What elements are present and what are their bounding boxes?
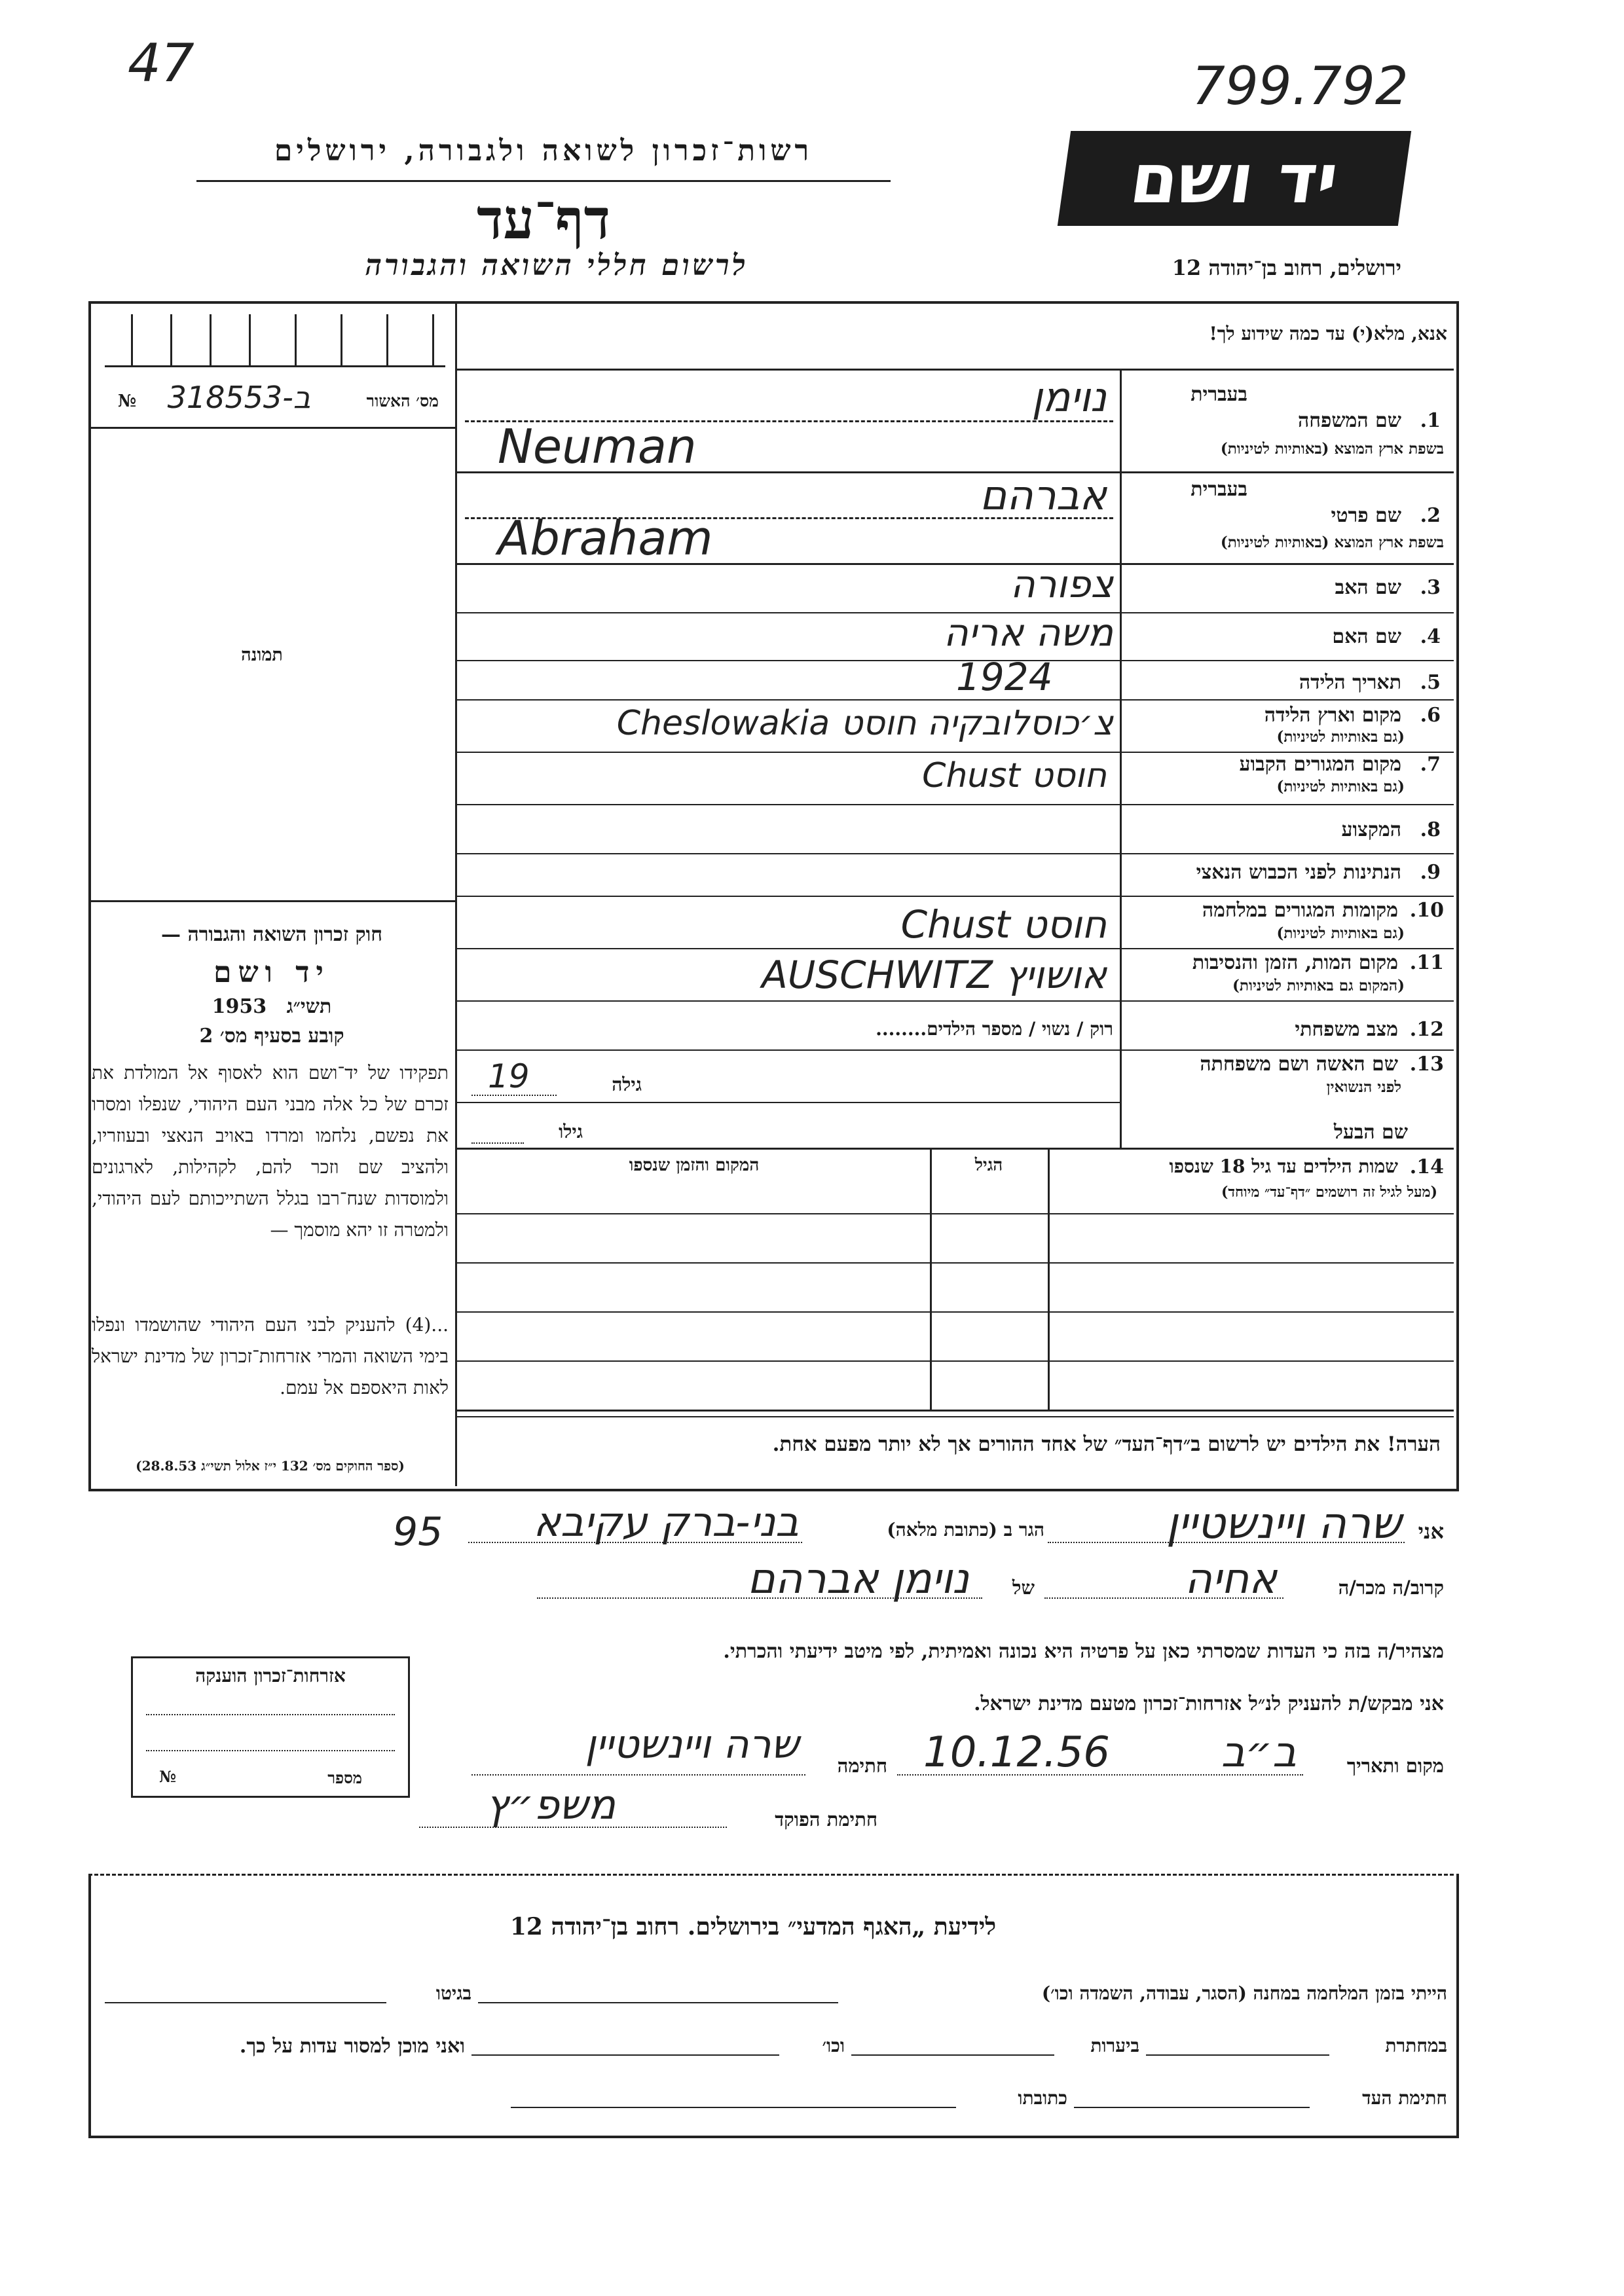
officer-label: חתימת הפוקד: [775, 1808, 877, 1831]
statement: מצהיר/ה בזה כי העדות שמסרתי כאן על פרטיה היא נכונה ואמיתית, לפי מיטב ידיעתי והכרתי.: [723, 1640, 1444, 1663]
field10-num: 10.: [1409, 899, 1444, 922]
children-col-age: הגיל: [974, 1156, 1003, 1175]
address-line: [468, 1542, 802, 1543]
law-name: [98, 956, 445, 989]
header-address: ירושלים, רחוב בן־יהודה 12: [1172, 255, 1401, 280]
address-value: בני-ברק עקיבא: [533, 1498, 799, 1546]
law-name-text: יד ושם: [213, 956, 330, 989]
field11-sub: (המקום גם באותיות לטיניות): [1232, 977, 1405, 994]
citizenship-box-title: אזרחות־זכרון הוענקה: [195, 1665, 346, 1686]
field1-value-lat: Neuman: [498, 419, 697, 474]
house-number: 95: [393, 1509, 443, 1555]
field8-label: המקצוע: [1341, 818, 1401, 841]
remark: הערה! את הילדים יש לרשום ב״דף־העד״ של אחד ההורים אך לא יותר מפעם אחת.: [772, 1432, 1441, 1456]
tick-boxes: [105, 314, 445, 367]
relation-line: [1044, 1597, 1283, 1599]
page-number-mark: 47: [128, 33, 194, 94]
field2-label: שם פרטי: [1331, 504, 1401, 527]
field10-divider: [455, 948, 1454, 949]
field9-label: הנתינות לפני הכבוש הנאצי: [1196, 861, 1401, 884]
footer-line1-a: הייתי בזמן המלחמה במחנה (הסגר, עבודה, השמדה וכו׳): [1041, 1982, 1447, 2004]
field6-sub: (גם באותיות לטיניות): [1276, 728, 1405, 746]
field1-label: שם המשפחה: [1297, 409, 1401, 432]
of-line: [537, 1597, 982, 1599]
field9-num: 9.: [1420, 861, 1441, 884]
footer-line1-blank: [478, 2002, 838, 2003]
logo-text: יד ושם: [1125, 139, 1343, 219]
children-bottom: [455, 1410, 1454, 1412]
husband-label: שם הבעל: [1333, 1121, 1408, 1144]
husband-divider: [455, 1148, 1454, 1150]
authority-underline: [196, 180, 891, 182]
footer-line3-blank2: [511, 2107, 956, 2108]
footer-line3-a: חתימת העד: [1362, 2087, 1447, 2109]
officer-signature: משפ״ץ: [485, 1781, 616, 1829]
cert-divider: [88, 427, 455, 429]
field11-divider: [455, 1000, 1454, 1002]
field6-num: 6.: [1420, 704, 1441, 727]
of-name: נוימן אברהם: [747, 1555, 969, 1603]
field4-divider: [455, 660, 1454, 661]
photo-label: תמונה: [241, 645, 283, 665]
please-divider: [455, 369, 1454, 371]
children-header-line: [455, 1213, 1454, 1214]
place-date-label: מקום ותאריך: [1346, 1755, 1444, 1777]
children-col-divider-1: [930, 1148, 932, 1410]
field1-in-hebrew: בעברית: [1190, 383, 1247, 406]
field7-divider: [455, 804, 1454, 805]
field1-sub: בשפת ארץ המוצא (באותיות לטיניות): [1220, 440, 1444, 458]
remark-line: [455, 1416, 1454, 1417]
field3-label: שם האב: [1335, 576, 1401, 599]
footer-line2-c: וכו׳: [822, 2035, 845, 2056]
signature-label: חתימה: [837, 1755, 887, 1777]
field10-value: חוסט Chust: [900, 902, 1107, 947]
footer-line2-b: ביערות: [1090, 2035, 1139, 2056]
field4-label: שם האם: [1332, 625, 1401, 648]
field10-label: מקומות המגורים במלחמה: [1202, 899, 1398, 922]
declaration-ani: אני: [1418, 1519, 1444, 1544]
field5-num: 5.: [1420, 671, 1441, 694]
children-row-3: [455, 1360, 1454, 1362]
field9-divider: [455, 896, 1454, 897]
law-ref: (ספר החוקים מס׳ 132 י״ז אלול תשי״ג 28.8.53): [136, 1458, 405, 1474]
age-value: 19: [488, 1057, 530, 1095]
children-row-1: [455, 1262, 1454, 1264]
cert-number: ב-318553: [167, 380, 311, 415]
footer-line3-b: כתובתו: [1018, 2087, 1067, 2109]
field3-num: 3.: [1420, 576, 1441, 599]
field10-sub: (גם באותיות לטיניות): [1276, 924, 1405, 942]
cert-no-sign: №: [118, 392, 137, 411]
children-num: 14.: [1409, 1156, 1444, 1178]
field8-num: 8.: [1420, 818, 1441, 841]
footer-line2-blank1: [1146, 2054, 1329, 2056]
authority-line: רשות־זכרון לשואה ולגבורה, ירושלים: [274, 134, 813, 168]
field13-num: 13.: [1409, 1053, 1444, 1076]
field12-value: רוק / נשוי / מספר הילדים........: [876, 1018, 1113, 1040]
form-subtitle: לרשום חללי השואה והגבורה: [365, 249, 748, 282]
signature-line: [471, 1774, 805, 1776]
field12-divider: [455, 1049, 1454, 1051]
field11-label: מקום המות, הזמן והנסיבות: [1192, 951, 1398, 974]
relation-label: קרוב/ה מכר/ה: [1338, 1576, 1444, 1599]
residing-label: הגר ב (כתובת מלאה): [887, 1519, 1044, 1540]
field13-sub: לפני הנשואין: [1326, 1078, 1401, 1096]
law-text-2: ...(4) להעניק לבני העם היהודי שהושמדו ונפלו בימי השואה והמרי אזרחות־זכרון של מדינת ישראל לאות היאספם אל עמם.: [92, 1314, 449, 1398]
field6-label: מקום וארץ הלידה: [1264, 704, 1401, 727]
declarant-line: [1048, 1542, 1405, 1543]
field7-label: מקום המגורים הקבוע: [1239, 753, 1401, 776]
of-label: של: [1012, 1576, 1035, 1599]
children-note: (מעל לגיל זה רושמים ״דף־עד״ מיוחד): [1221, 1184, 1437, 1201]
field12-num: 12.: [1409, 1018, 1444, 1041]
children-col-place: המקום והזמן שנספו: [629, 1156, 760, 1175]
form-title: דף־עד: [476, 187, 610, 251]
field11-num: 11.: [1409, 951, 1444, 974]
field5-value: 1924: [956, 655, 1053, 699]
signature: שרה ויינשטיין: [585, 1722, 799, 1768]
field2-num: 2.: [1420, 504, 1441, 527]
field2-sub: בשפת ארץ המוצא (באותיות לטיניות): [1220, 534, 1444, 551]
law-year-he: תשי״ג: [286, 995, 332, 1018]
children-title: שמות הילדים עד גיל 18 שנספו: [1169, 1156, 1398, 1177]
law-heading: חוק זכרון השואה והגבורה —: [161, 923, 382, 946]
footer-title: לידיעת „האגף המדעי״ בירושלים. רחוב בן־יהודה 12: [509, 1913, 997, 1941]
field13-label: שם האשה ושם משפחתה: [1200, 1053, 1398, 1076]
field3-value: צפורה: [1010, 562, 1113, 606]
field7-sub: (גם באותיות לטיניות): [1276, 778, 1405, 795]
please-line: אנא, מלא(י) עד כמה שידוע לך!: [1209, 323, 1447, 344]
left-column-divider: [455, 301, 457, 1486]
field2-value-lat: Abraham: [498, 511, 713, 566]
cert-label: מס׳ האשור: [366, 392, 439, 410]
field11-value: אושויץ AUSCHWITZ: [762, 953, 1107, 997]
record-number-mark: 799.792: [1192, 56, 1409, 117]
citizenship-box-number: מספר: [327, 1768, 362, 1787]
field6-value: צ׳כוסלובקיה חוסט Cheslowakia: [616, 704, 1113, 743]
field5-divider: [455, 699, 1454, 701]
footer-line1-blank2: [105, 2002, 386, 2003]
field7-num: 7.: [1420, 753, 1441, 776]
children-row-2: [455, 1311, 1454, 1313]
footer-line2-blank2: [851, 2054, 1054, 2056]
field13-divider: [455, 1102, 1120, 1103]
photo-divider: [88, 900, 455, 902]
law-year-num: 1953: [212, 995, 267, 1018]
field5-label: תאריך הלידה: [1299, 671, 1401, 694]
officer-line: [419, 1827, 727, 1828]
footer-line1-b: בגיטו: [435, 1982, 471, 2004]
citizenship-box-no-sign: №: [159, 1767, 177, 1786]
place-value: ב״ב: [1221, 1728, 1297, 1777]
request: אני מבקש/ת להעניק לנ״ל אזרחות־זכרון מטעם מדינת ישראל.: [974, 1692, 1444, 1715]
law-text: תפקידו של יד־ושם הוא לאסוף אל המולדת את זכרם של כל אלה מבני העם היהודי, שנפלו ומסרו את נפשם, נלחמו ומרדו באויב הנאצי ובעוזריו, ולהציב שם וזכר להם, לקהילות, לארגונים ולמוסדות שנח־רבו בגלל השתייכותם לעם היהודי, ולמטרה זו יהא מוסמך —: [92, 1062, 449, 1241]
declarant-name: שרה ויינשטיין: [1166, 1498, 1401, 1548]
law-clause: קובע בסעיף מס׳ 2: [199, 1025, 344, 1048]
field7-value: חוסט Chust: [922, 756, 1107, 795]
date-value: 10.12.56: [923, 1728, 1110, 1777]
footer-line2-a: במחתרת: [1385, 2035, 1447, 2056]
age-label: גילה: [612, 1074, 642, 1095]
field2-in-hebrew: בעברית: [1190, 478, 1247, 501]
husband-age-label: גילו: [559, 1121, 583, 1142]
place-date-line: [897, 1774, 1303, 1776]
field8-divider: [455, 853, 1454, 854]
field2-value-he: אברהם: [980, 471, 1107, 519]
citizenship-box: [131, 1656, 410, 1798]
field1-num: 1.: [1420, 409, 1441, 432]
field12-label: מצב משפחתי: [1295, 1018, 1398, 1041]
yad-vashem-logo: [1058, 131, 1411, 226]
footer-line2-d: ואני מוכן למסור עדות על כך.: [239, 2035, 465, 2058]
field1-value-he: נוימן: [1031, 373, 1107, 421]
footer-line3-blank1: [1074, 2107, 1310, 2108]
label-column-divider: [1120, 369, 1122, 1148]
field4-value: משה אריה: [943, 610, 1113, 655]
children-col-divider-2: [1048, 1148, 1050, 1410]
relation-value: אחיה: [1185, 1555, 1277, 1603]
husband-age-line: [471, 1142, 524, 1144]
footer-line2-blank3: [471, 2054, 779, 2056]
field4-num: 4.: [1420, 625, 1441, 648]
law-year: [98, 995, 445, 1018]
age-underline: [471, 1095, 557, 1096]
